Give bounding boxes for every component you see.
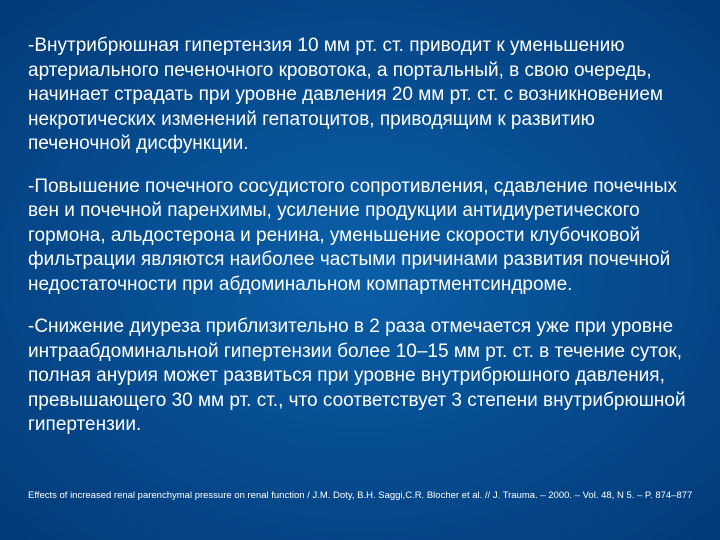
paragraph-diuresis: -Снижение диуреза приблизительно в 2 раза отмечается уже при уровне интраабдоминальной гипертензии более 10–15 мм рт. ст. в течение суток, полная анурия может развиться при уровне внутрибрюшного давления, превышающего 30 мм рт. ст., что соответствует 3 степени внутрибрюшной гипертензии. [28,316,686,435]
slide-body [28,34,700,438]
paragraph-renal-failure: -Повышение почечного сосудистого сопротивления, сдавление почечных вен и почечной паренхимы, усиление продукции антидиуретического гормона, альдостерона и ренина, уменьшение скорости клубочковой фильтрации являются наиболее частыми причинами развития почечной недостаточности при абдоминальном компартментсиндроме. [28,175,678,295]
paragraph-liver-dysfunction: -Внутрибрюшная гипертензия 10 мм рт. ст. приводит к уменьшению артериального печеночного кровотока, а портальный, в свою очередь, начинает страдать при уровне давления 20 мм рт. ст. с возникновением некротических изменений гепатоцитов, приводящим к развитию печеночной дисфункции. [28,35,663,154]
citation-reference: Effects of increased renal parenchymal pressure on renal function / J.M. Doty, B.H. Saggi,C.R. Blocher et al. // J. Trauma. – 2000. – Vol. 48, N 5. – P. 874–877 [28,490,693,501]
